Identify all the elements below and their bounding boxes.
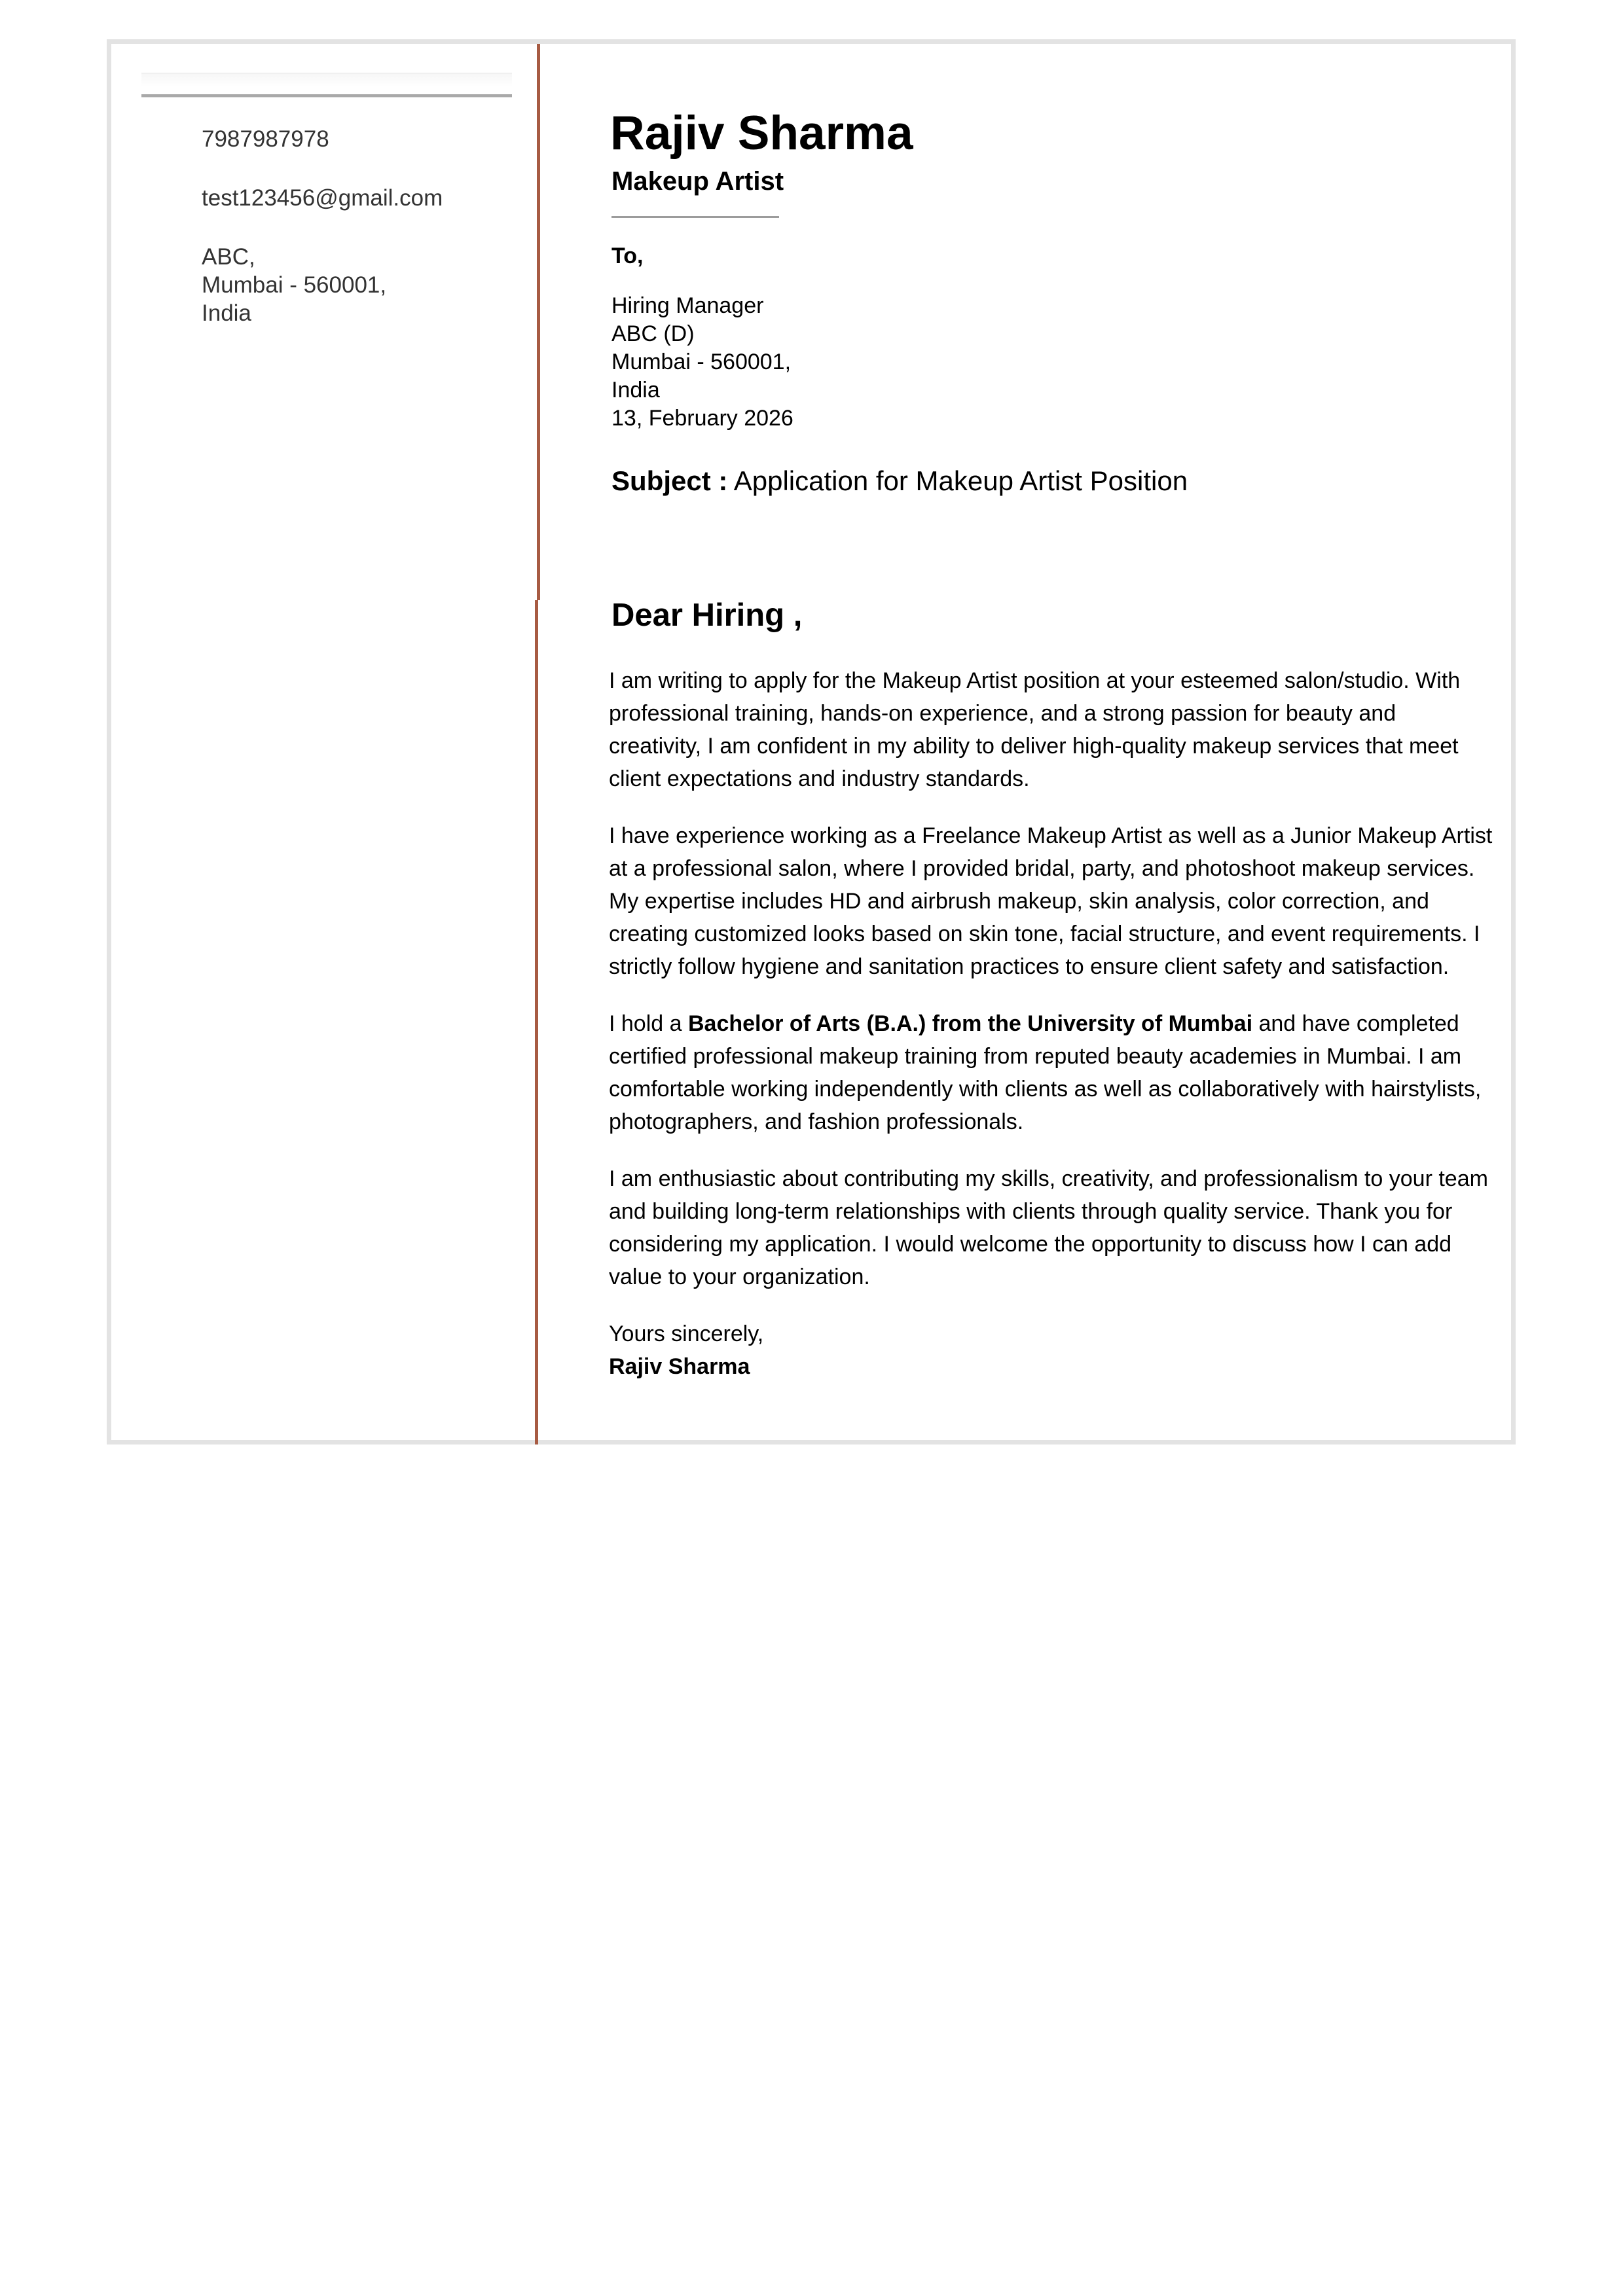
signature-name: Rajiv Sharma (609, 1354, 750, 1379)
applicant-name: Rajiv Sharma (610, 107, 913, 160)
paragraph-text: and have completed certified professional makeup training from reputed beauty academies in Mumbai. I am comfortable working independently with clients as well as collaboratively with hairstylists, photographers, and fashion professionals. (609, 1011, 1482, 1134)
recipient-line: India (611, 378, 660, 403)
applicant-job-title: Makeup Artist (611, 167, 784, 196)
subject-text: Application for Makeup Artist Position (733, 465, 1188, 496)
contact-phone: 7987987978 (202, 126, 329, 152)
address-line: Mumbai - 560001, (202, 272, 387, 298)
letter-content (111, 44, 1511, 1440)
contact-email: test123456@gmail.com (202, 185, 443, 211)
greeting: Dear Hiring , (611, 598, 803, 633)
subject-line (611, 464, 1188, 498)
sign-off: Yours sincerely, (609, 1321, 764, 1346)
education-highlight: Bachelor of Arts (B.A.) from the University of Mumbai (687, 1011, 1253, 1036)
body-paragraph: I am enthusiastic about contributing my skills, creativity, and professionalism to your team and building long-term relationships with clients through quality service. Thank you for considering my application. I would welcome the opportunity to discuss how I can add value to your organization. (609, 1166, 1488, 1289)
recipient-line: ABC (D) (611, 321, 695, 346)
title-underline (611, 216, 779, 218)
address-line: ABC, (202, 244, 255, 270)
recipient-block (611, 292, 793, 433)
letter-date: 13, February 2026 (611, 406, 793, 431)
body-paragraph: I have experience working as a Freelance Makeup Artist as well as a Junior Makeup Artist at a professional salon, where I provided bridal, party, and photoshoot makeup services. My expertise includes HD and airbrush makeup, skin analysis, color correction, and creating customized looks based on skin tone, facial structure, and event requirements. I strictly follow hygiene and sanitation practices to ensure client safety and satisfaction. (609, 823, 1493, 979)
letter-body (609, 664, 1493, 1383)
body-paragraph (609, 1007, 1493, 1138)
subject-label: Subject : (611, 465, 728, 496)
cover-letter-page (107, 39, 1516, 1444)
paragraph-text: I hold a (609, 1011, 688, 1036)
body-paragraph: I am writing to apply for the Makeup Artist position at your esteemed salon/studio. With professional training, hands-on experience, and a strong passion for beauty and creativity, I am confident in my ability to deliver high-quality makeup services that meet client expectations and industry standards. (609, 668, 1461, 791)
closing (609, 1318, 1493, 1383)
recipient-line: Hiring Manager (611, 293, 764, 318)
to-label: To, (611, 243, 644, 268)
address-line: India (202, 300, 251, 326)
recipient-line: Mumbai - 560001, (611, 350, 792, 374)
